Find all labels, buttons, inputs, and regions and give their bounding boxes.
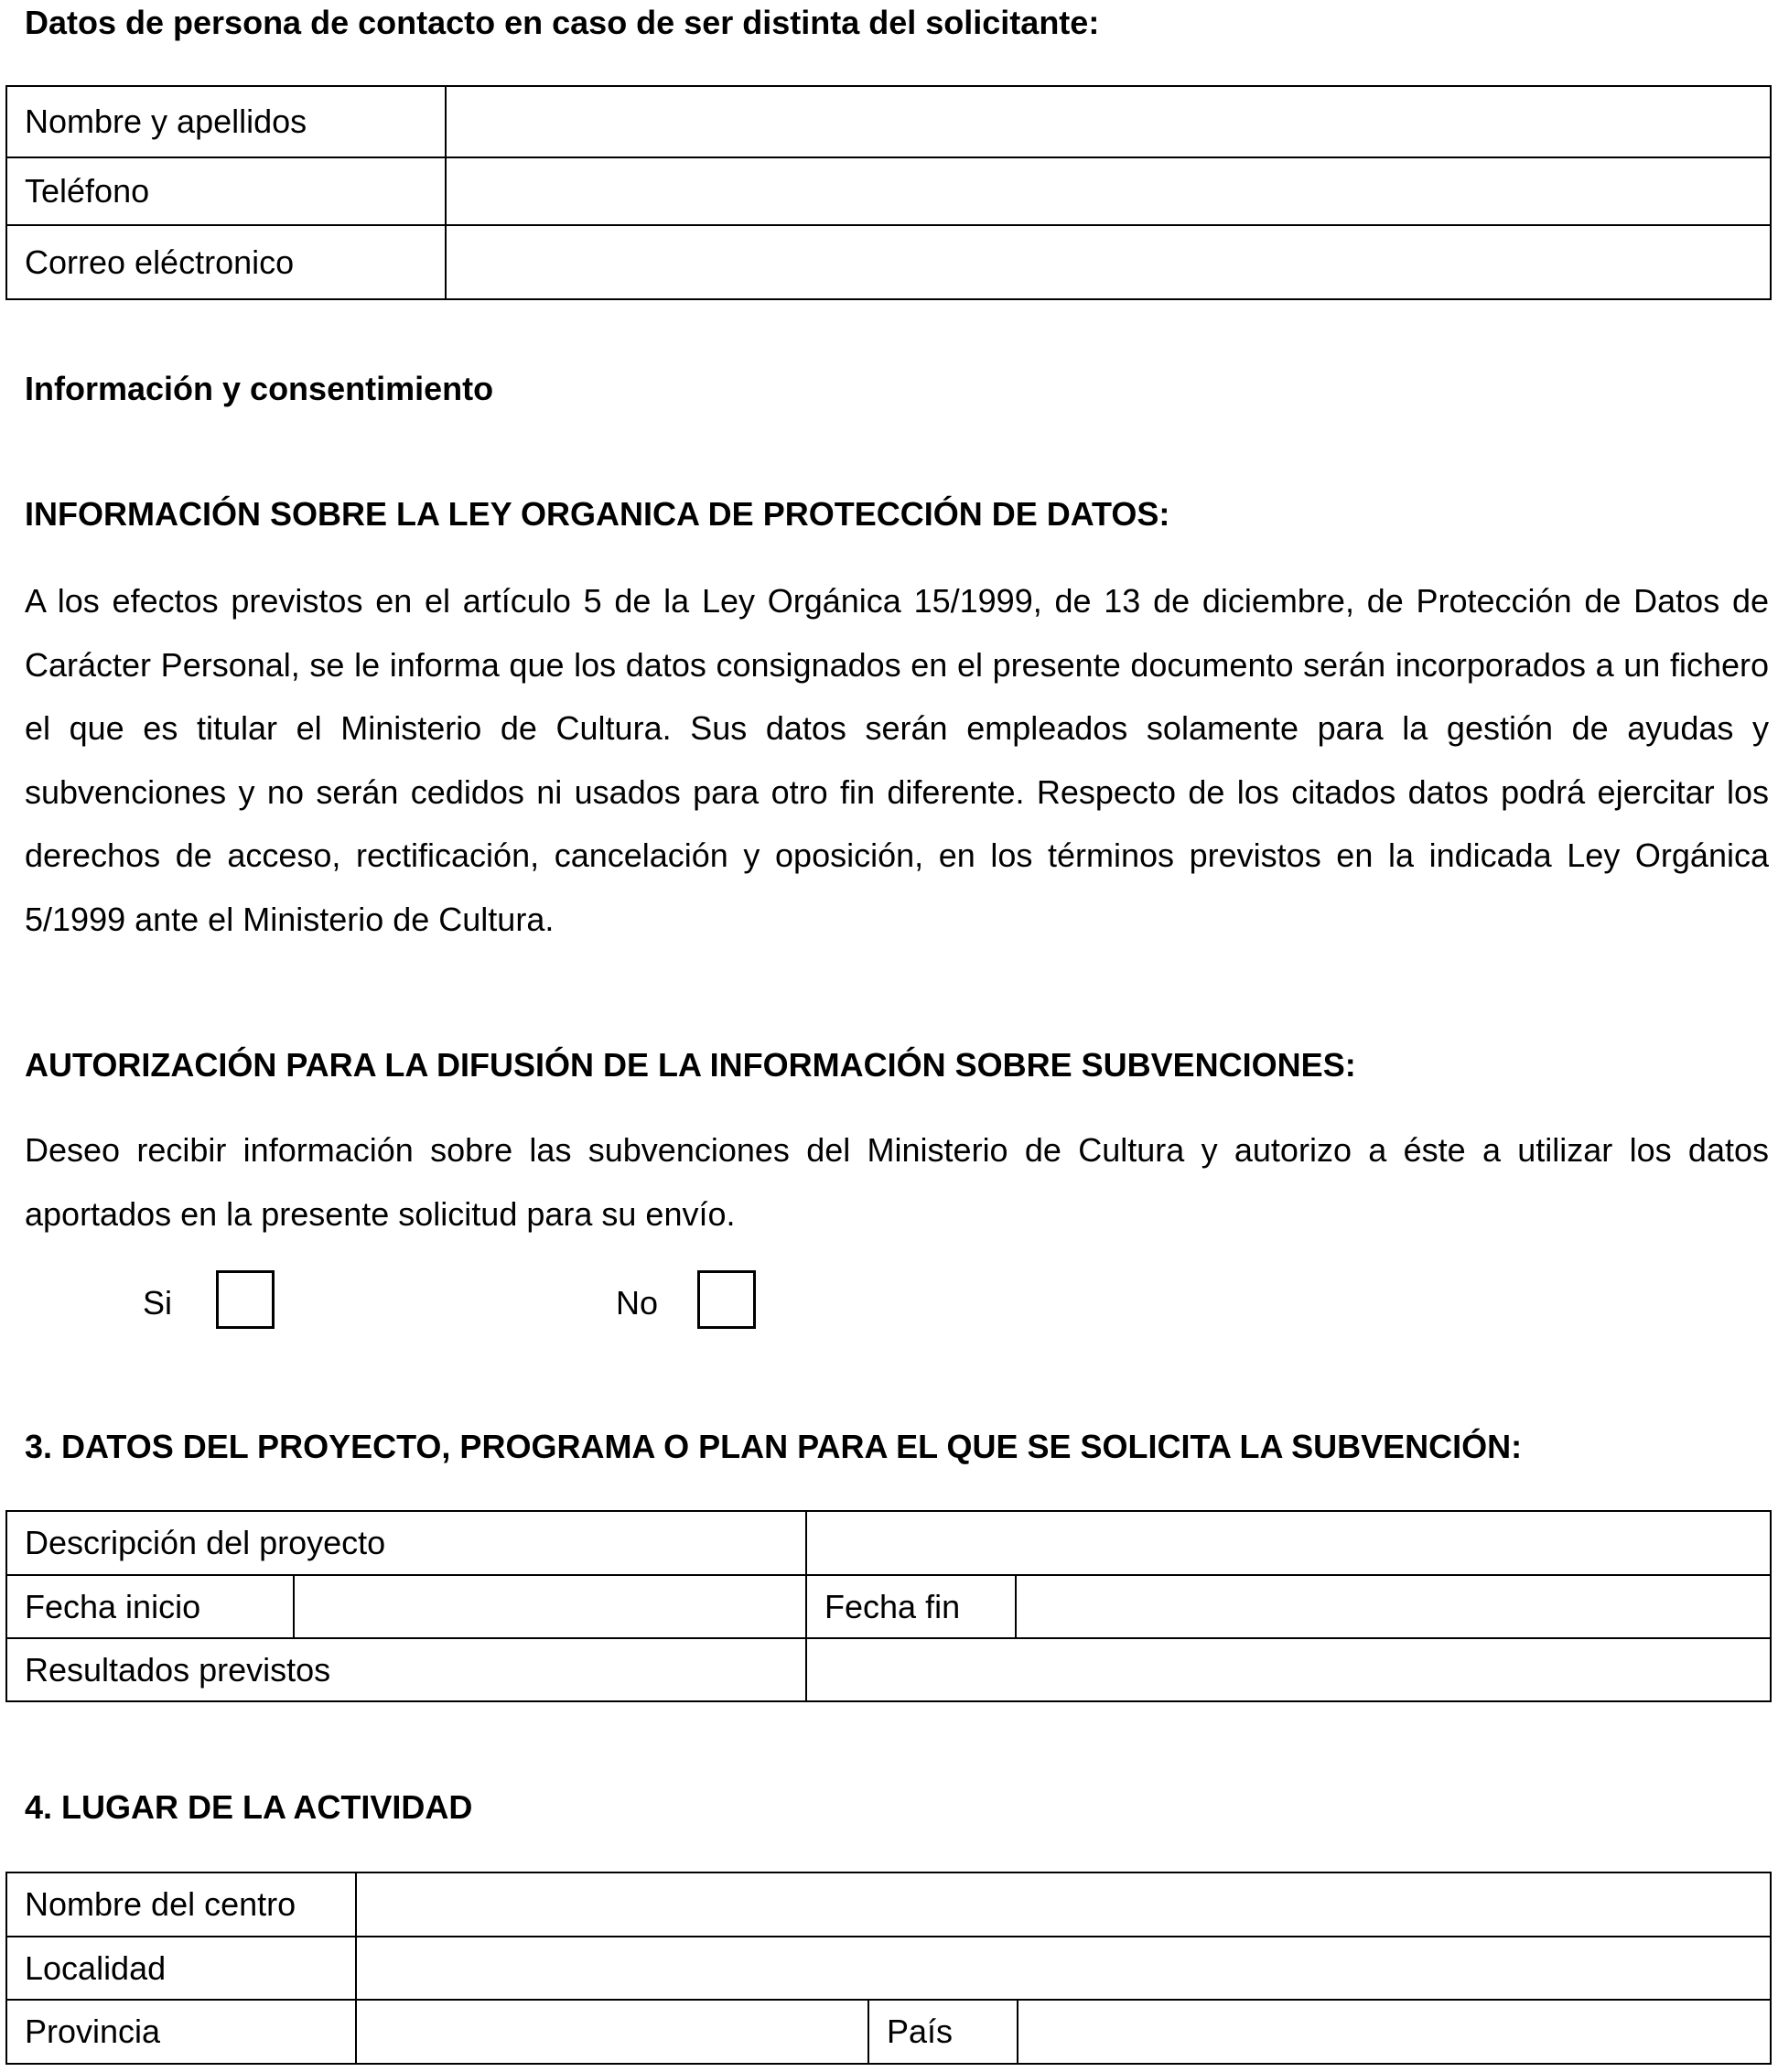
contact-name-field[interactable] (446, 86, 1771, 157)
yes-checkbox[interactable] (216, 1270, 275, 1329)
location-heading: 4. LUGAR DE LA ACTIVIDAD (25, 1788, 473, 1826)
lopd-heading: INFORMACIÓN SOBRE LA LEY ORGANICA DE PROTECCIÓN DE DATOS: (25, 495, 1170, 533)
table-row (6, 1511, 1771, 1575)
location-table (5, 1872, 1772, 2065)
table-row (6, 1937, 1771, 2000)
table-row (6, 1638, 1771, 1701)
table-row (6, 157, 1771, 225)
start-date-label: Fecha inicio (6, 1575, 294, 1638)
table-row (6, 1872, 1771, 1937)
description-field[interactable] (806, 1511, 1771, 1575)
contact-heading: Datos de persona de contacto en caso de ser distinta del solicitante: (25, 4, 1100, 41)
yes-label: Si (143, 1284, 173, 1322)
results-field[interactable] (806, 1638, 1771, 1701)
contact-phone-field[interactable] (446, 157, 1771, 225)
table-row (6, 2000, 1771, 2064)
center-name-field[interactable] (356, 1872, 1771, 1937)
start-date-field[interactable] (294, 1575, 806, 1638)
end-date-field[interactable] (1016, 1575, 1771, 1638)
contact-name-label: Nombre y apellidos (6, 86, 446, 157)
description-label: Descripción del proyecto (6, 1511, 806, 1575)
project-heading: 3. DATOS DEL PROYECTO, PROGRAMA O PLAN PARA EL QUE SE SOLICITA LA SUBVENCIÓN: (25, 1428, 1523, 1465)
project-table (5, 1510, 1772, 1702)
lopd-paragraph: A los efectos previstos en el artículo 5 de la Ley Orgánica 15/1999, de 13 de diciembre, de Protección de Datos de Carácter Personal, se le informa que los datos consignados en el presente documento serán incorporados a un fichero el que es titular el Ministerio de Cultura. Sus datos serán empleados solamente para la gestión de ayudas y subvenciones y no serán cedidos ni usados para otro fin diferente. Respecto de los citados datos podrá ejercitar los derechos de acceso, rectificación, cancelación y oposición, en los términos previstos en la indicada Ley Orgánica 5/1999 ante el Ministerio de Cultura. (25, 582, 1769, 938)
end-date-label: Fecha fin (806, 1575, 1016, 1638)
contact-table (5, 85, 1772, 300)
country-label: País (868, 2000, 1018, 2064)
consent-heading: Información y consentimiento (25, 370, 494, 407)
authorization-heading: AUTORIZACIÓN PARA LA DIFUSIÓN DE LA INFORMACIÓN SOBRE SUBVENCIONES: (25, 1046, 1356, 1084)
center-name-label: Nombre del centro (6, 1872, 356, 1937)
city-field[interactable] (356, 1937, 1771, 2000)
country-field[interactable] (1018, 2000, 1771, 2064)
province-field[interactable] (356, 2000, 868, 2064)
authorization-paragraph: Deseo recibir información sobre las subvenciones del Ministerio de Cultura y autorizo a éste a utilizar los datos aportados en la presente solicitud para su envío. (25, 1131, 1769, 1233)
province-label: Provincia (6, 2000, 356, 2064)
table-row (6, 86, 1771, 157)
contact-email-label: Correo eléctronico (6, 225, 446, 299)
no-checkbox[interactable] (697, 1270, 756, 1329)
no-label: No (616, 1284, 659, 1322)
table-row (6, 1575, 1771, 1638)
contact-phone-label: Teléfono (6, 157, 446, 225)
results-label: Resultados previstos (6, 1638, 806, 1701)
contact-email-field[interactable] (446, 225, 1771, 299)
city-label: Localidad (6, 1937, 356, 2000)
table-row (6, 225, 1771, 299)
